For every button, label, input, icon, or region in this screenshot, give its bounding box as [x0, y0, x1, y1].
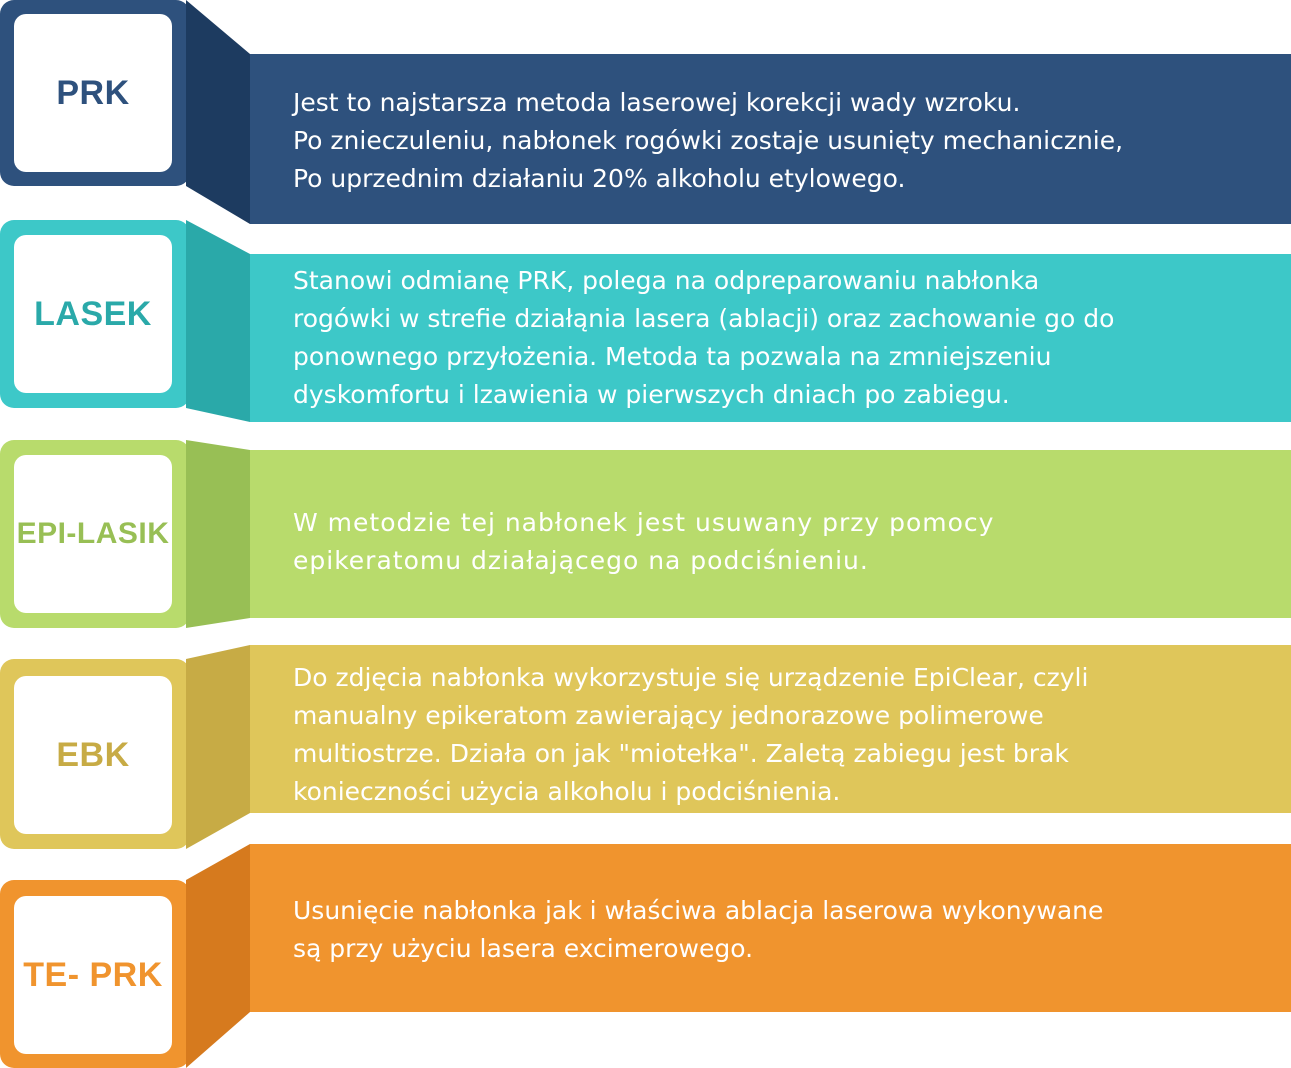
- label-box: [14, 14, 172, 172]
- fold-connector: [186, 844, 250, 1068]
- fold-connector: [186, 220, 250, 422]
- method-description: Usunięcie nabłonka jak i właściwa ablacja laserowa wykonywane są przy użyciu lasera excimerowego.: [293, 896, 1104, 963]
- method-row-prk: [0, 0, 1291, 224]
- method-description: W metodzie tej nabłonek jest usuwany przy pomocy epikeratomu działającego na podciśnieniu.: [293, 508, 995, 575]
- fold-connector: [186, 0, 250, 224]
- method-label: PRK: [56, 73, 130, 112]
- method-row-ebk: [0, 645, 1291, 849]
- label-box: [14, 455, 172, 613]
- method-row-te-prk: [0, 844, 1291, 1068]
- method-description: Jest to najstarsza metoda laserowej korekcji wady wzroku. Po znieczuleniu, nabłonek rogówki zostaje usunięty mechanicznie, Po uprzednim działaniu 20% alkoholu etylowego.: [293, 88, 1124, 193]
- method-description: Stanowi odmianę PRK, polega na odpreparowaniu nabłonka rogówki w strefie działąnia lasera (ablacji) oraz zachowanie go do ponownego przyłożenia. Metoda ta pozwala na zmniejszeniu dyskomfortu i lzawienia w pierwszych dniach po zabiegu.: [293, 266, 1115, 409]
- method-label: EBK: [56, 735, 130, 774]
- method-row-epi-lasik: [0, 440, 1291, 628]
- label-box: [14, 235, 172, 393]
- label-box: [14, 676, 172, 834]
- method-row-lasek: [0, 220, 1291, 422]
- method-label: TE- PRK: [23, 955, 163, 994]
- fold-connector: [186, 440, 250, 628]
- method-label: EPI-LASIK: [16, 517, 170, 550]
- label-box: [14, 896, 172, 1054]
- fold-connector: [186, 645, 250, 849]
- method-description: Do zdjęcia nabłonka wykorzystuje się urządzenie EpiClear, czyli manualny epikeratom zawierający jednorazowe polimerowe multiostrze. Działa on jak "miotełka". Zaletą zabiegu jest brak konieczności użycia alkoholu i podciśnienia.: [293, 663, 1089, 806]
- method-label: LASEK: [34, 294, 152, 333]
